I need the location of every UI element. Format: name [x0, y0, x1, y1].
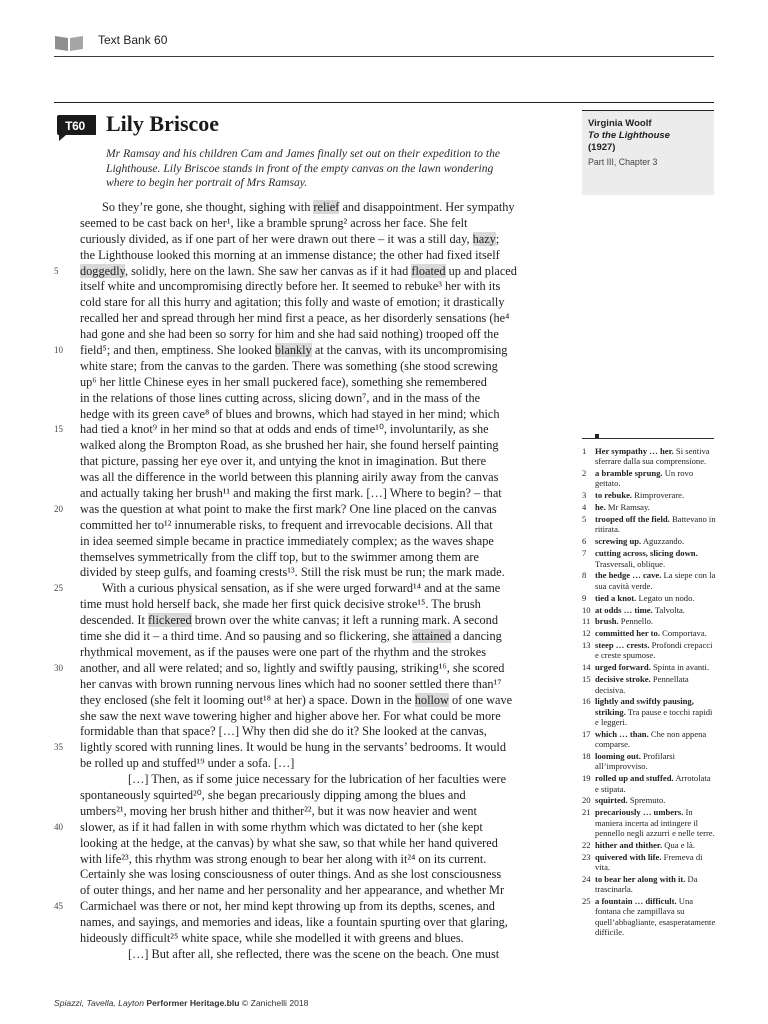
footnote-definition: Una fontana che zampillava su quell’abbagliante, esasperatamente difficile.: [595, 896, 716, 938]
text-line: [80, 756, 560, 772]
footnote-term: hither and thither.: [595, 839, 663, 850]
text-line: [54, 899, 560, 915]
footnote: [582, 662, 716, 672]
footnote-term: the hedge … cave.: [595, 570, 662, 581]
footnote: [582, 446, 716, 467]
text-segment: at the canvas, with its uncompromising: [311, 343, 508, 358]
footnote-number: 22: [582, 839, 591, 850]
text-line: [80, 359, 560, 375]
text-line: [80, 327, 560, 343]
source-part: Part III, Chapter 3: [588, 157, 658, 167]
footnote-number: 17: [582, 728, 591, 739]
footnote-definition: Spinta in avanti.: [650, 662, 710, 673]
text-line: [80, 391, 560, 407]
text-line: [54, 501, 560, 518]
footnote-term: a fountain … difficult.: [595, 896, 677, 907]
line-number: 15: [54, 424, 63, 435]
text-line: [80, 788, 560, 804]
text-segment: formidable than that space? […] Why then did she do it? She looked at the canvas,: [80, 724, 487, 739]
footnote-definition: Mr Ramsay.: [605, 502, 650, 513]
text-segment: that picture, passing her eye over it, and untying the knot in imagination. But there: [80, 454, 487, 469]
text-segment: itself white and uncompromising directly before her. It seemed to rebuke³ her with its: [80, 279, 501, 294]
text-line: [80, 311, 560, 327]
footnote-definition: Spremuto.: [627, 795, 666, 806]
text-segment: Carmichael was there or not, her mind kept throwing up from its depths, scenes, and: [80, 899, 495, 914]
footnote: [582, 852, 716, 873]
notes-marker: [595, 434, 599, 438]
line-number: 20: [54, 503, 63, 514]
footnote-term: which … than.: [595, 728, 649, 739]
footnote-number: 8: [582, 570, 587, 581]
text-line: [80, 375, 560, 391]
footnote: [582, 490, 716, 500]
footnote-number: 23: [582, 851, 591, 862]
footnote-definition: Battevano in ritirata.: [595, 514, 716, 535]
text-segment: So they’re gone, she thought, sighing with: [102, 200, 314, 214]
highlighted-word: hollow: [414, 692, 449, 707]
footer-series: Performer Heritage.blu: [146, 998, 240, 1008]
text-segment: […] Then, as if some juice necessary for the lubrication of her faculties were: [128, 772, 507, 787]
footnote: [582, 896, 716, 937]
text-segment: field⁵; and then, emptiness. She looked: [80, 343, 275, 358]
text-segment: with life²³, this rhythm was strong enough to bear her along with it²⁴ on its current.: [80, 851, 487, 866]
text-line: [54, 263, 560, 280]
text-segment: in idea seemed simple became in practice immediately complex; as the waves shape: [80, 533, 494, 548]
text-line: [80, 836, 560, 852]
source-year: (1927): [588, 142, 616, 153]
footnote-definition: Aguzzando.: [641, 536, 685, 547]
footnote-number: 4: [582, 502, 587, 513]
footnotes: [582, 446, 716, 939]
text-segment: divided by steep gulfs, and foaming crests¹³. Still the risk must be run; the mark made.: [80, 565, 505, 580]
footnote-definition: Fremeva di vita.: [595, 851, 703, 873]
footnote-definition: Profilarsi all’improvviso.: [595, 751, 675, 772]
footnote-definition: Pennellata decisiva.: [595, 674, 689, 695]
text-segment: had gone and she had been so sorry for him and she had said nothing) trooped off the: [80, 327, 499, 342]
footnote-number: 1: [582, 446, 587, 456]
footnote-number: 7: [582, 548, 587, 559]
line-number: 35: [54, 742, 63, 753]
footnote-number: 19: [582, 773, 591, 784]
footnote: [582, 628, 716, 638]
footnote-term: to rebuke.: [595, 490, 633, 501]
footnote-number: 15: [582, 674, 591, 685]
footnote-definition: Un rovo gettato.: [595, 468, 694, 489]
text-segment: cold stare for all this hurry and agitation; this folly and waste of emotion; it drastically: [80, 295, 505, 310]
text-line: [80, 470, 560, 486]
footnote-term: brush.: [595, 616, 619, 627]
text-segment: seemed to be cast back on her¹, like a bramble sprung² across her face. She felt: [80, 215, 468, 230]
footnote-term: screwing up.: [595, 536, 642, 547]
highlighted-word: hazy: [472, 231, 496, 246]
footnote-number: 5: [582, 514, 587, 525]
text-segment: she saw the next wave towering higher and higher above her. For what could be more: [80, 708, 501, 723]
highlighted-word: doggedly: [80, 263, 125, 278]
text-line: [80, 867, 560, 883]
text-segment: With a curious physical sensation, as if she were urged forward¹⁴ and at the same: [102, 581, 501, 596]
notes-rule: [582, 438, 714, 439]
text-segment: slower, as if it had fallen in with some rhythm which was dictated to her (she kept: [80, 819, 483, 834]
text-line: [80, 565, 560, 581]
text-segment: another, and all were related; and so, lightly and swiftly pausing, striking¹⁶, she scored: [80, 660, 505, 675]
footnote-term: he.: [595, 502, 606, 513]
text-line: [80, 534, 560, 550]
text-line: [54, 819, 560, 836]
line-number: 25: [54, 583, 63, 594]
text-line: [80, 295, 560, 311]
main-text: [54, 200, 560, 963]
footnote: [582, 795, 716, 805]
footnote: [582, 696, 716, 727]
text-segment: time she did it – a third time. And so pausing and so flickering, she: [80, 629, 413, 644]
text-segment: names, and sayings, and memories and ideas, like a fountain spurting over that glaring,: [80, 915, 508, 930]
text-line: [80, 677, 560, 693]
footnote-definition: La siepe con la sua cavità verde.: [595, 570, 716, 591]
book-icon: [54, 34, 84, 52]
footnote: [582, 593, 716, 603]
text-line: [80, 486, 560, 502]
footnote-term: urged forward.: [595, 662, 651, 673]
text-segment: curiously divided, as if one part of her were drawn out there – it was a still day,: [80, 231, 473, 246]
footnote-number: 10: [582, 604, 591, 615]
text-segment: up and placed: [445, 263, 517, 278]
footnote-term: squirted.: [595, 795, 628, 806]
text-line: [54, 581, 560, 597]
text-segment: time must hold herself back, she made her first quick decisive stroke¹⁵. The brush: [80, 597, 481, 612]
line-number: 45: [54, 901, 63, 912]
footnote-term: lightly and swiftly pausing, striking.: [595, 696, 694, 717]
footnote: [582, 640, 716, 661]
text-segment: of one wave: [448, 692, 513, 707]
text-segment: was the question at what point to make the first mark? One line placed on the canvas: [80, 501, 497, 516]
footnote-definition: Rimproverare.: [632, 490, 685, 501]
text-segment: looking at the hedge, at the canvas) by what she saw, so that while her hand quivered: [80, 835, 498, 850]
footnote-term: at odds … time.: [595, 604, 653, 615]
footnote-number: 6: [582, 536, 587, 547]
text-line: [80, 645, 560, 661]
footnote-term: looming out.: [595, 751, 641, 762]
footnote-term: rolled up and stuffed.: [595, 773, 674, 784]
footnote-number: 2: [582, 468, 587, 479]
text-line: [80, 232, 560, 248]
intro-text: [106, 147, 562, 191]
footnote-term: to bear her along with it.: [595, 873, 686, 884]
text-segment: and disappointment. Her sympathy: [339, 200, 515, 214]
text-segment: up⁶ her little Chinese eyes in her small puckered face), something she remembered: [80, 374, 487, 389]
text-line: [80, 216, 560, 232]
text-badge: T60: [65, 119, 85, 133]
footnote: [582, 570, 716, 591]
footnote-definition: Qua e là.: [662, 839, 696, 850]
highlighted-word: blankly: [274, 343, 312, 358]
footnote-definition: In maniera incerta ad intingere il pennello negli azzurri e nelle terre.: [595, 807, 715, 838]
text-segment: white stare; from the canvas to the garden. There was something (she stood screwing: [80, 358, 498, 373]
footnote-definition: Profondi crepacci e creste spumose.: [595, 640, 713, 661]
highlighted-word: relief: [313, 200, 340, 214]
footer-publisher: © Zanichelli 2018: [241, 998, 309, 1008]
text-line: [54, 343, 560, 359]
footnote-number: 13: [582, 640, 591, 651]
footer-authors: Spiazzi, Tavella, Layton: [54, 998, 144, 1008]
footnote: [582, 605, 716, 615]
line-number: 30: [54, 662, 63, 673]
footnote-term: quivered with life.: [595, 851, 662, 862]
text-line: [80, 915, 560, 931]
text-segment: had tied a knot⁹ in her mind so that at odds and ends of time¹⁰, involuntarily, as she: [80, 422, 489, 437]
page-footer: [54, 998, 308, 1008]
text-segment: descended. It: [80, 613, 148, 628]
text-line: [80, 613, 560, 629]
text-segment: rhythmical movement, as if the pauses were one part of the rhythm and the strokes: [80, 644, 487, 659]
text-line: [80, 883, 560, 899]
footnote-number: 14: [582, 662, 591, 673]
footnote-number: 25: [582, 896, 591, 907]
page-header: [54, 30, 714, 57]
footnote: [582, 874, 716, 895]
footnote-number: 16: [582, 696, 591, 707]
line-number: 10: [54, 345, 63, 356]
text-segment: a dancing: [451, 629, 502, 644]
text-line: [54, 740, 560, 756]
footnote-number: 11: [582, 616, 591, 627]
text-segment: ;: [495, 231, 500, 246]
page-title: Lily Briscoe: [106, 111, 220, 136]
text-line: [80, 852, 560, 868]
footnote-definition: Si sentiva sferrare dalla sua comprensione.: [595, 446, 710, 467]
text-line: [80, 518, 560, 534]
text-line: [80, 772, 560, 788]
footnote: [582, 807, 716, 838]
text-segment: recalled her and spread through her mind first a peace, as her disorderly sensations (he⁴: [80, 311, 510, 326]
text-line: [80, 931, 560, 947]
source-work: To the Lighthouse: [588, 130, 670, 141]
text-segment: […] But after all, she reflected, there was the scene on the beach. One must: [128, 946, 500, 961]
text-line: [80, 200, 560, 216]
text-segment: spontaneously squirted²⁰, she began precariously dipping among the blues and: [80, 787, 466, 802]
footnote: [582, 536, 716, 546]
footnote-number: 12: [582, 628, 591, 639]
footnote-definition: Da trascinarla.: [595, 873, 698, 895]
text-segment: hideously difficult²⁵ white space, while she modelled it with greens and blues.: [80, 930, 464, 945]
text-segment: walked along the Brompton Road, as she brushed her hair, she found herself painting: [80, 438, 499, 453]
text-segment: and actually taking her brush¹¹ and making the first mark. […] Where to begin? – that: [80, 486, 502, 501]
footnote-term: cutting across, slicing down.: [595, 548, 698, 559]
text-line: [54, 422, 560, 438]
footnote: [582, 674, 716, 695]
footnote-number: 20: [582, 795, 591, 806]
text-line: [80, 629, 560, 645]
line-number: 40: [54, 821, 63, 832]
footnote-definition: Legato un nodo.: [636, 592, 695, 603]
footnote: [582, 468, 716, 489]
footnote-definition: Che non appena comparse.: [595, 728, 707, 750]
footnote-definition: Tra pause e tocchi rapidi e leggeri.: [595, 706, 713, 728]
text-line: [80, 709, 560, 725]
highlighted-word: floated: [411, 263, 446, 278]
text-segment: , solidly, here on the lawn. She saw her canvas as if it had: [124, 263, 412, 278]
header-title: Text Bank 60: [98, 33, 168, 47]
footnote: [582, 616, 716, 626]
text-segment: hedge with its green cave⁸ of blues and browns, which had stayed in her mind; which: [80, 406, 500, 421]
text-segment: be rolled up and stuffed¹⁹ under a sofa. […]: [80, 756, 295, 771]
text-segment: they enclosed (she felt it looming out¹⁸ at her) a space. Down in the: [80, 692, 415, 707]
text-segment: her canvas with brown running nervous lines which had no sooner settled there than¹⁷: [80, 676, 502, 691]
footnote-term: committed her to.: [595, 628, 660, 639]
text-segment: in the relations of those lines cutting across, slicing down⁷, and in the mass of the: [80, 390, 481, 405]
footnote-number: 24: [582, 873, 591, 884]
text-segment: the Lighthouse looked this morning at an immense distance; the other had fixed itself: [80, 247, 500, 262]
text-line: [80, 804, 560, 820]
footnote: [582, 514, 716, 535]
source-author: Virginia Woolf: [588, 118, 652, 129]
text-line: [54, 660, 560, 677]
footnote-term: a bramble sprung.: [595, 468, 663, 479]
footnote-definition: Talvolta.: [652, 604, 685, 615]
footnote-number: 3: [582, 490, 587, 501]
footnote-term: decisive stroke.: [595, 674, 651, 685]
text-segment: of outer things, and her name and her personality and her appearance, and whether Mr: [80, 883, 505, 898]
footnote-definition: Pennello.: [618, 616, 654, 627]
footnote: [582, 548, 716, 569]
text-line: [80, 693, 560, 709]
text-segment: lightly scored with running lines. It would be hung in the servants’ bedrooms. It would: [80, 740, 507, 755]
footnote-term: Her sympathy … her.: [595, 446, 674, 456]
text-segment: themselves symmetrically from the cliff top, but to the swimmer among them are: [80, 549, 479, 564]
footnote-term: trooped off the field.: [595, 514, 670, 525]
text-line: [80, 279, 560, 295]
footnote-term: tied a knot.: [595, 592, 637, 603]
source-box: [582, 110, 714, 195]
footnote-number: 9: [582, 592, 587, 603]
footnote: [582, 751, 716, 772]
footnote-term: steep … crests.: [595, 640, 650, 651]
intro-line: Mr Ramsay and his children Cam and James finally set out on their expedition to the: [106, 147, 501, 160]
text-segment: was all the difference in the world between this planning airily away from the canvas: [80, 470, 499, 485]
text-segment: umbers²¹, moving her brush hither and thither²², but it was now heavier and went: [80, 803, 477, 818]
footnote-number: 21: [582, 807, 591, 818]
text-line: [80, 248, 560, 264]
highlighted-word: flickered: [147, 613, 192, 628]
footnote-number: 18: [582, 751, 591, 762]
intro-line: Lighthouse. Lily Briscoe stands in front of the empty canvas on the lawn wondering: [106, 161, 494, 175]
text-line: [80, 597, 560, 613]
text-line: [80, 550, 560, 566]
footnote-definition: Arrotolata e stipata.: [595, 773, 711, 794]
section-rule: [54, 102, 714, 103]
footnote: [582, 502, 716, 512]
footnote-definition: Trasversali, oblique.: [595, 558, 666, 569]
text-line: [80, 724, 560, 740]
text-line: [80, 407, 560, 423]
text-line: [80, 947, 560, 963]
text-segment: Certainly she was losing consciousness of outer things. And as she lost consciousness: [80, 867, 502, 882]
line-number: 5: [54, 265, 59, 276]
intro-line: where to begin her portrait of Mrs Ramsay.: [106, 176, 308, 189]
text-segment: committed her to¹² innumerable risks, to frequent and irrevocable decisions. All that: [80, 517, 493, 532]
highlighted-word: attained: [412, 629, 452, 644]
footnote-definition: Comportava.: [660, 628, 707, 639]
footnote-term: precariously … umbers.: [595, 807, 684, 818]
text-segment: brown over the white canvas; it left a running mark. A second: [191, 613, 498, 628]
footnote: [582, 773, 716, 794]
footnote: [582, 840, 716, 850]
text-line: [80, 438, 560, 454]
text-line: [80, 454, 560, 470]
footnote: [582, 729, 716, 750]
